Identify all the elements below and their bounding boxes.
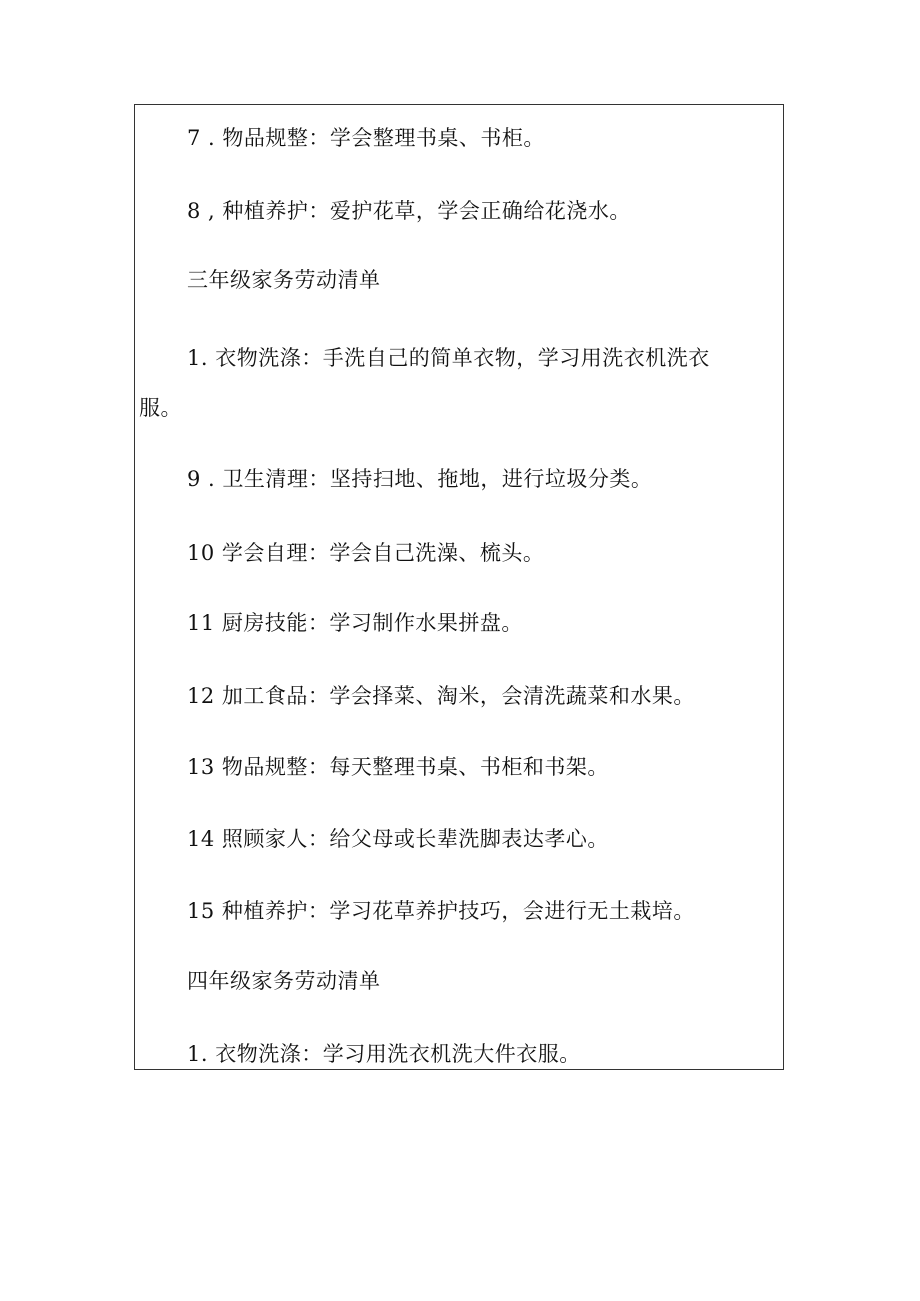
item-8-planting: 8 , 种植养护：爱护花草，学会正确给花浇水。: [187, 199, 631, 223]
item-13-organize: 13 物品规整：每天整理书桌、书柜和书架。: [187, 755, 609, 779]
item-11-kitchen-skills: 11 厨房技能：学习制作水果拼盘。: [187, 611, 523, 635]
item-14-family-care: 14 照顾家人：给父母或长辈洗脚表达孝心。: [187, 827, 609, 851]
item-15-planting: 15 种植养护：学习花草养护技巧，会进行无土栽培。: [187, 899, 695, 923]
grade3-item-1-laundry: 1. 衣物洗涤：手洗自己的简单衣物，学习用洗衣机洗衣: [187, 346, 710, 370]
grade4-heading: 四年级家务劳动清单: [187, 969, 381, 993]
document-frame: [134, 104, 784, 1070]
item-7-organize: 7 . 物品规整：学会整理书桌、书柜。: [187, 126, 545, 150]
item-9-cleaning: 9 . 卫生清理：坚持扫地、拖地，进行垃圾分类。: [187, 467, 653, 491]
grade3-item-1-continuation: 服。: [139, 396, 182, 420]
item-12-food-prep: 12 加工食品：学会择菜、淘米，会清洗蔬菜和水果。: [187, 684, 695, 708]
grade4-item-1-laundry: 1. 衣物洗涤：学习用洗衣机洗大件衣服。: [187, 1042, 581, 1066]
item-10-self-care: 10 学会自理：学会自己洗澡、梳头。: [187, 541, 545, 565]
grade3-heading: 三年级家务劳动清单: [187, 268, 381, 292]
